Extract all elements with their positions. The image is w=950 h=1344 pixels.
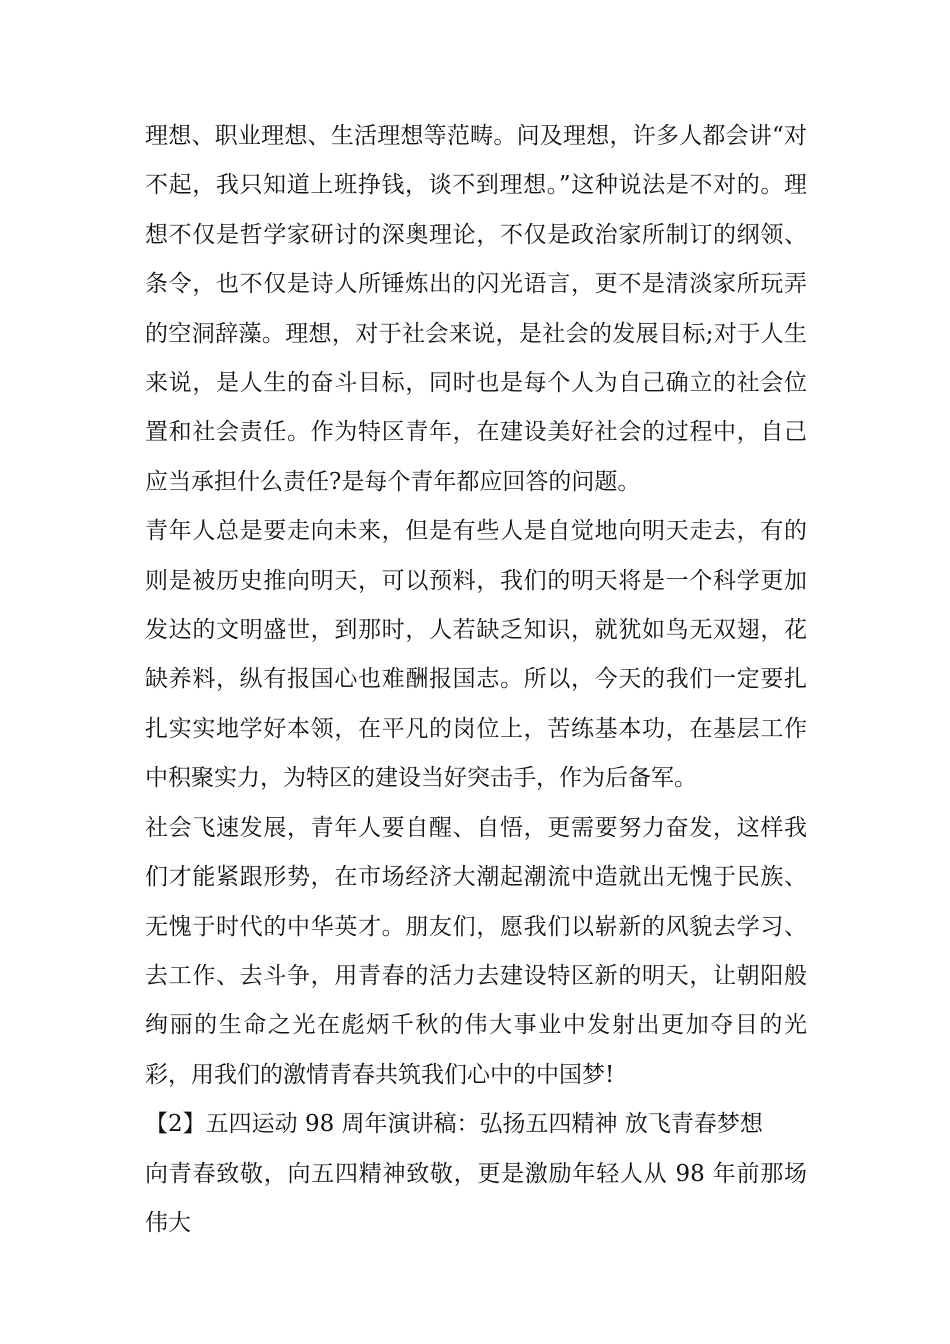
paragraph-tribute: 向青春致敬，向五四精神致敬，更是激励年轻人从 98 年前那场伟大 bbox=[145, 1160, 807, 1236]
document-body bbox=[145, 112, 807, 1248]
paragraph-society: 社会飞速发展，青年人要自醒、自悟，更需要努力奋发，这样我们才能紧跟形势，在市场经济大潮起潮流中造就出无愧于民族、无愧于时代的中华英才。朋友们，愿我们以崭新的风貌去学习、去工作、去斗争，用青春的活力去建设特区新的明天，让朝阳般绚丽的生命之光在彪炳千秋的伟大事业中发射出更加夺目的光彩，用我们的激情青春共筑我们心中的中国梦! bbox=[145, 814, 807, 1088]
paragraph-ideals: 理想、职业理想、生活理想等范畴。问及理想，许多人都会讲“对不起，我只知道上班挣钱，谈不到理想。”这种说法是不对的。理想不仅是哲学家研讨的深奥理论，不仅是政治家所制订的纲领、条令，也不仅是诗人所锤炼出的闪光语言，更不是清淡家所玩弄的空洞辞藻。理想，对于社会来说，是社会的发展目标;对于人生来说，是人生的奋斗目标，同时也是每个人为自己确立的社会位置和社会责任。作为特区青年，在建设美好社会的过程中，自己应当承担什么责任?是每个青年都应回答的问题。 bbox=[145, 123, 807, 495]
section-heading: 【2】五四运动 98 周年演讲稿：弘扬五四精神 放飞青春梦想 bbox=[145, 1111, 763, 1138]
paragraph-future: 青年人总是要走向未来，但是有些人是自觉地向明天走去，有的则是被历史推向明天，可以预料，我们的明天将是一个科学更加发达的文明盛世，到那时，人若缺乏知识，就犹如鸟无双翅，花缺养料，纵有报国心也难酬报国志。所以，今天的我们一定要扎扎实实地学好本领，在平凡的岗位上，苦练基本功，在基层工作中积聚实力，为特区的建设当好突击手，作为后备军。 bbox=[145, 518, 807, 792]
